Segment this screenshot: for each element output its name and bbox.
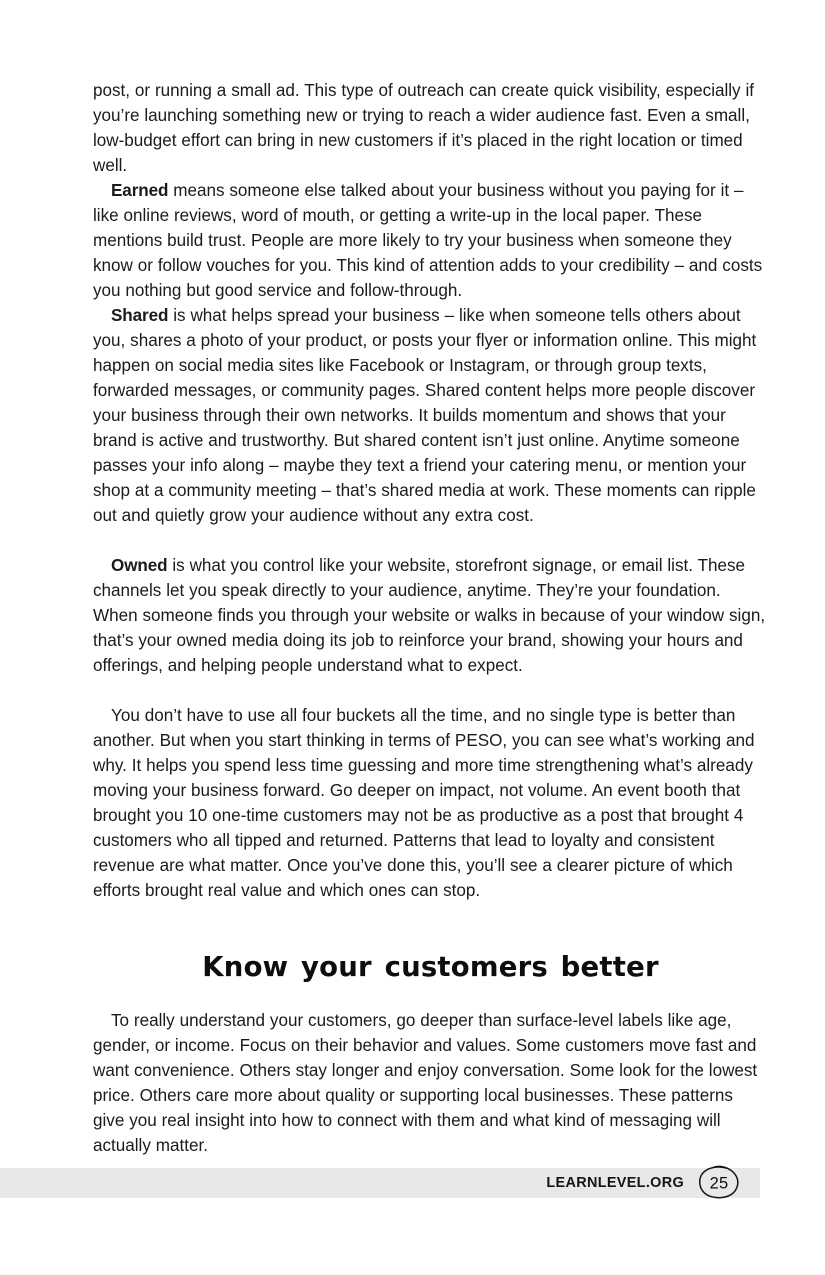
paragraph-earned <box>93 178 768 303</box>
runin-label-owned: Owned <box>111 556 168 575</box>
paragraph-text: is what helps spread your business – like when someone tells others about you, shares a photo of your product, or posts your flyer or information online. This might happen on social media sites like Facebook or Instagram, or through group texts, forwarded messages, or community pages. Shared content helps more people discover your business through their own networks. It builds momentum and shows that your brand is active and trustworthy. But shared content isn’t just online. Anytime someone passes your info along – maybe they text a friend your catering menu, or mention your shop at a community meeting – that’s shared media at work. These moments can ripple out and quietly grow your audience without any extra cost. <box>93 306 757 526</box>
page-number: 25 <box>709 1174 729 1192</box>
paragraph-text: is what you control like your website, storefront signage, or email list. These channels let you speak directly to your audience, anytime. They’re your foundation. When someone finds you through your website or walks in because of your window sign, that’s your owned media doing its job to reinforce your brand, showing your hours and offerings, and helping people understand what to expect. <box>93 556 766 676</box>
runin-label-earned: Earned <box>111 181 169 200</box>
footer-band <box>0 1168 760 1198</box>
runin-label-shared: Shared <box>111 306 169 325</box>
paragraph-peso-summary <box>93 703 768 903</box>
paragraph-text: means someone else talked about your business without you paying for it – like online reviews, word of mouth, or getting a write-up in the local paper. These mentions build trust. People are more likely to try your business when someone they know or follow vouches for you. This kind of attention adds to your credibility – and costs you nothing but good service and follow-through. <box>93 181 763 301</box>
footer-content <box>546 1168 760 1198</box>
section-heading: Know your customers better <box>202 951 659 983</box>
footer-site-label: LEARNLEVEL.ORG <box>546 1175 684 1191</box>
paragraph-shared <box>93 303 768 528</box>
paragraph-owned <box>93 553 768 678</box>
paragraph-text: To really understand your customers, go deeper than surface-level labels like age, gender, or income. Focus on their behavior and values. Some customers move fast and want convenience. Others stay longer and enjoy conversation. Some look for the lowest price. Others care more about quality or supporting local businesses. These patterns give you real insight into how to connect with them and what kind of messaging will actually matter. <box>93 1011 758 1156</box>
paragraph-know-customers <box>93 1008 768 1158</box>
paragraph-text: You don’t have to use all four buckets all the time, and no single type is better than another. But when you start thinking in terms of PESO, you can see what’s working and why. It helps you spend less time guessing and more time strengthening what’s already moving your business forward. Go deeper on impact, not volume. An event booth that brought you 10 one-time customers may not be as productive as a post that brought 4 customers who all tipped and returned. Patterns that lead to loyalty and consistent revenue are what matter. Once you’ve done this, you’ll see a clearer picture of which efforts brought real value and which ones can stop. <box>93 706 755 901</box>
paragraph-text: post, or running a small ad. This type of outreach can create quick visibility, especially if you’re launching something new or trying to reach a wider audience fast. Even a small, low-budget effort can bring in new customers if it’s placed in the right location or timed well. <box>93 81 755 176</box>
page-number-badge <box>696 1163 742 1203</box>
paragraph-paid-continuation <box>93 78 768 178</box>
